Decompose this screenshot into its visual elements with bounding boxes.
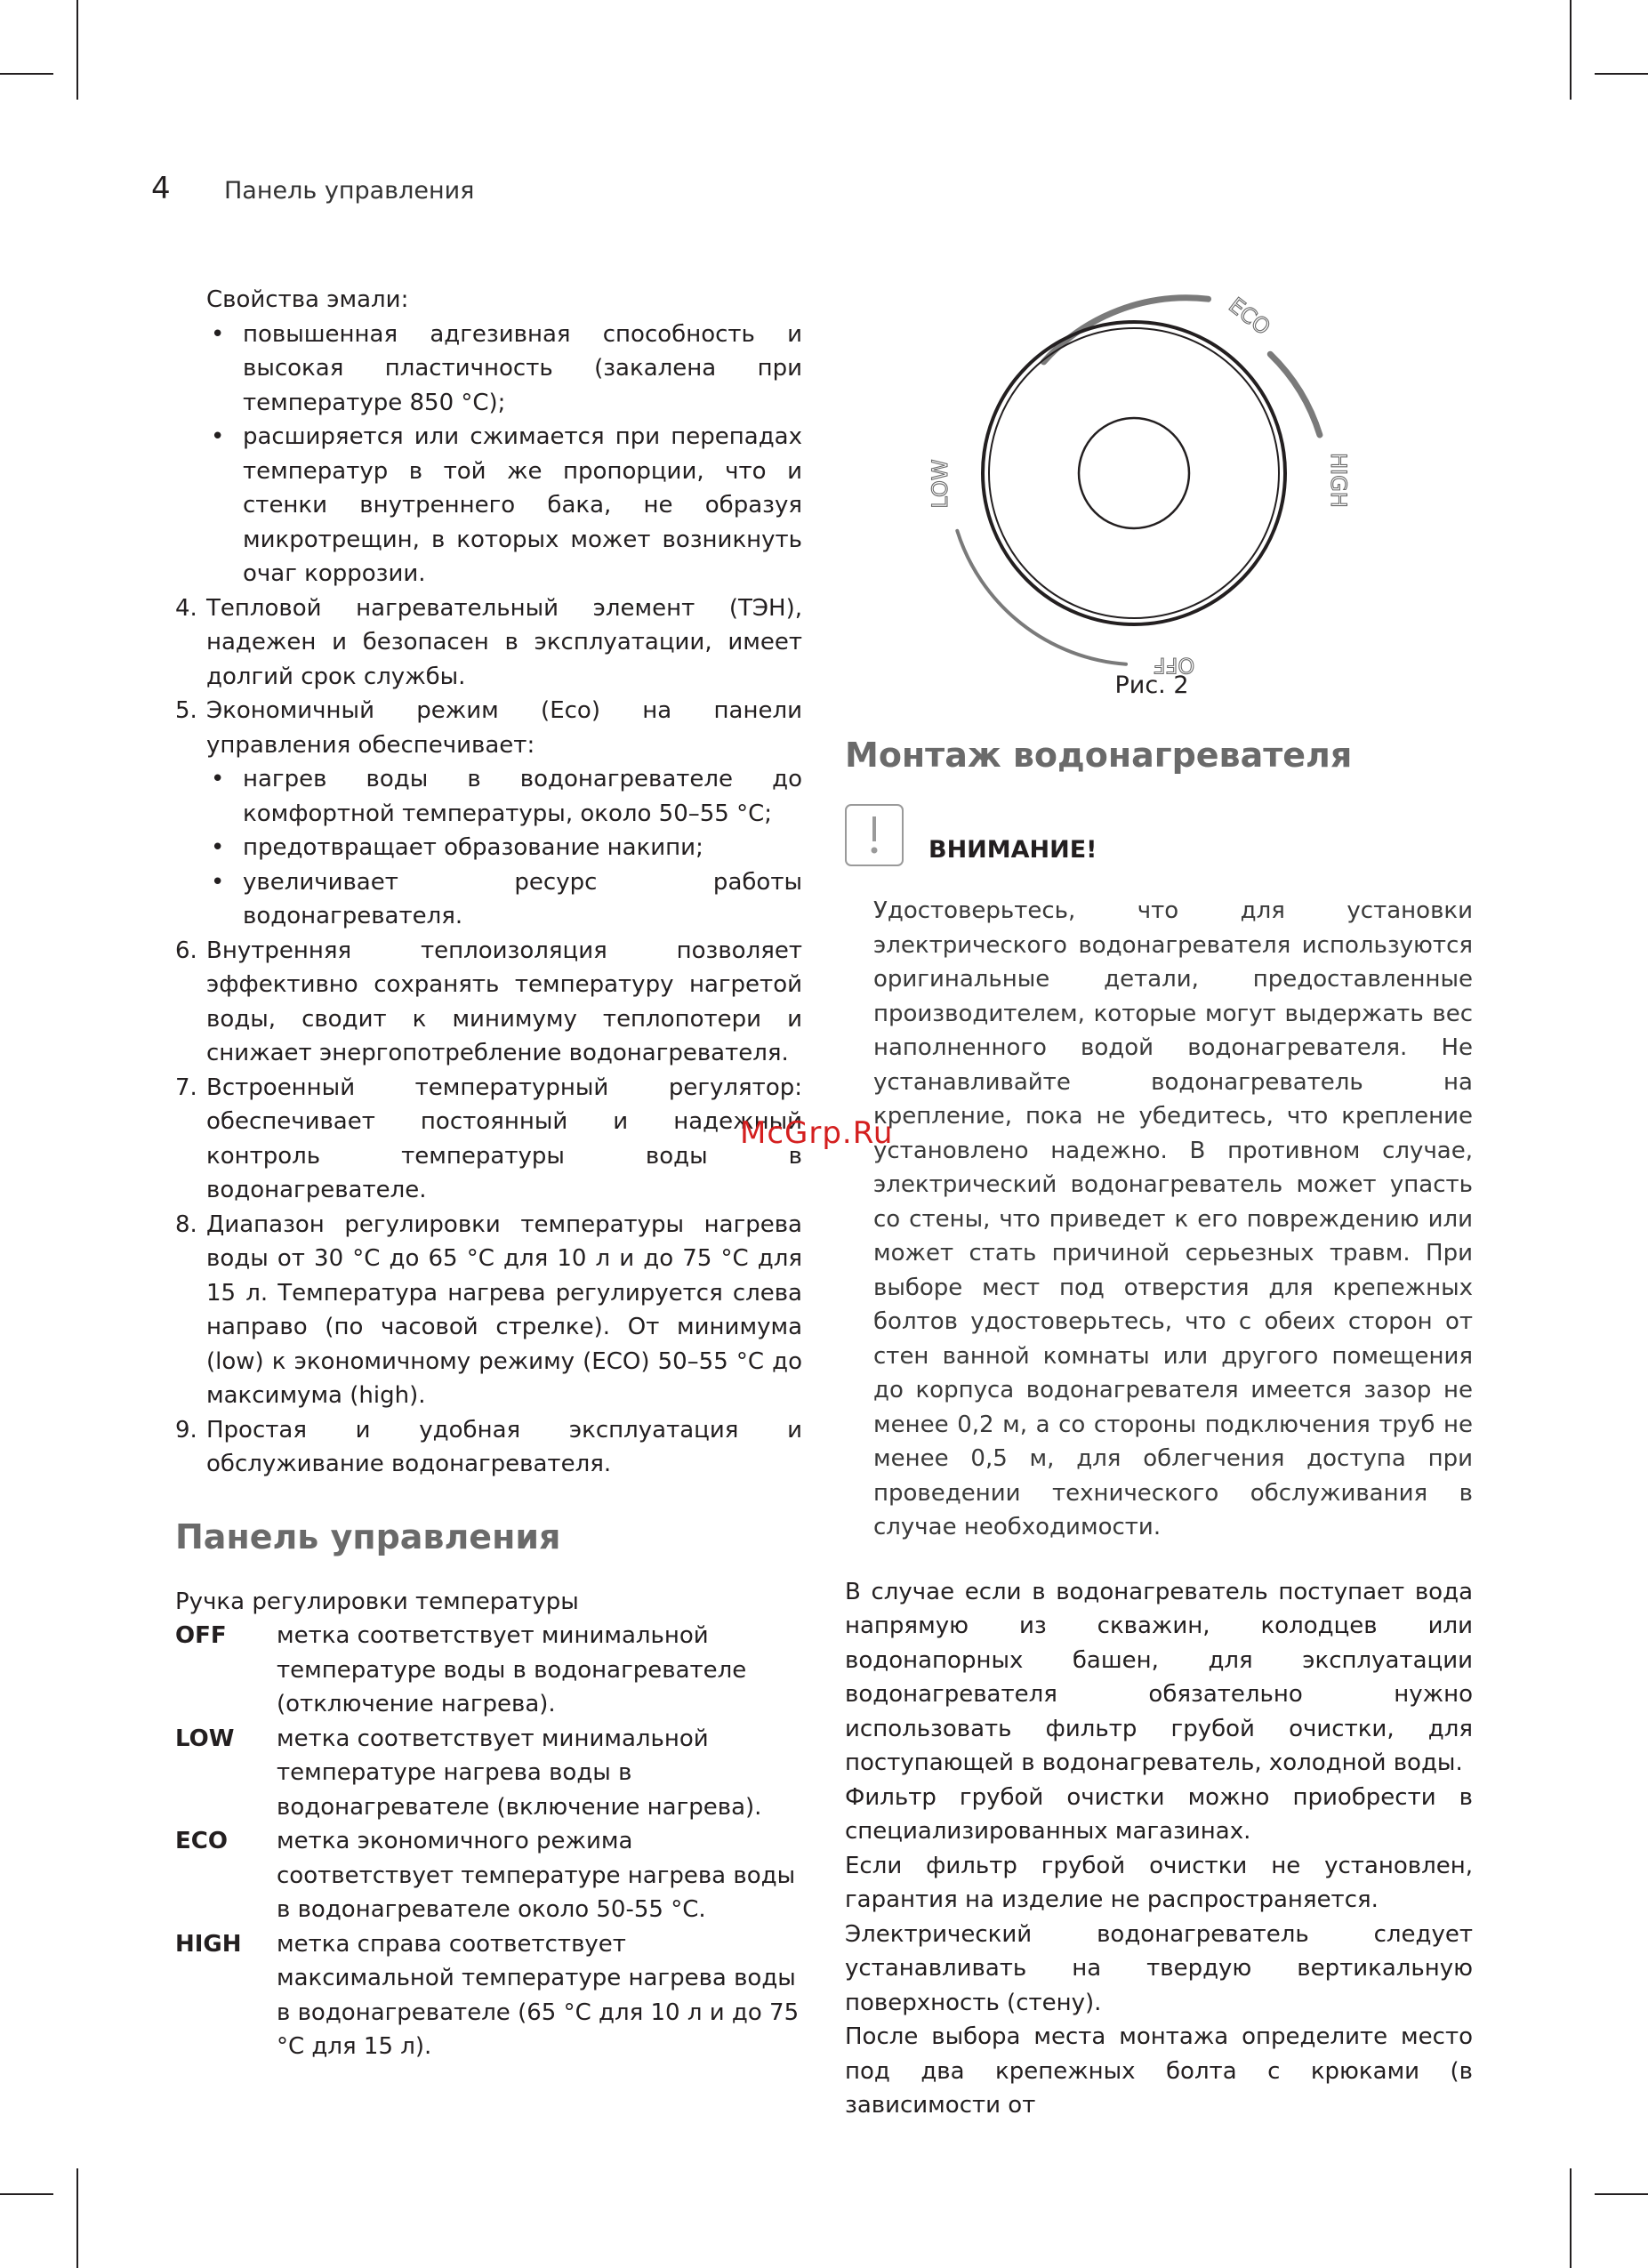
section-heading-control-panel: Панель управления [175, 1516, 561, 1556]
definition-row: LOW метка соответствует минимальной температуре нагрева воды в водонагревателе (включение нагрева). [175, 1725, 762, 1821]
knob-center [1079, 418, 1189, 528]
crop-mark [76, 2168, 78, 2268]
paragraph: Если фильтр грубой очистки не установлен, гарантия на изделие не распространяется. [845, 1852, 1473, 1913]
paragraph: После выбора места монтажа определите место под два крепежных болта с крюками (в зависимости от [845, 2023, 1473, 2119]
warning-title: ВНИМАНИЕ! [929, 835, 1097, 864]
right-column [845, 283, 1473, 2123]
temperature-dial-figure [928, 283, 1361, 692]
dial-label-eco: ECO [1224, 293, 1275, 341]
dial-arc-low [957, 531, 1126, 664]
page-header [151, 171, 474, 206]
list-item: • предотвращает образование накипи; [211, 834, 703, 861]
left-column [175, 283, 802, 2064]
watermark: McGrp.Ru [740, 1115, 894, 1151]
knob-label: Ручка регулировки температуры [175, 1588, 579, 1615]
crop-mark [76, 0, 78, 100]
crop-mark [0, 2193, 53, 2195]
crop-mark [1595, 73, 1648, 75]
paragraph: Фильтр грубой очистки можно приобрести в специализированных магазинах. [845, 1783, 1473, 1845]
crop-mark [1570, 2168, 1572, 2268]
enamel-intro: Свойства эмали: [206, 286, 409, 313]
definition-list [175, 1619, 802, 2064]
numbered-item-6: 6. Внутренняя теплоизоляция позволяет эффективно сохранять температуру нагретой воды, сводит к минимуму теплопотери и снижает энергопотребление водонагревателя. [175, 937, 802, 1066]
figure-caption: Рис. 2 [1114, 672, 1189, 699]
definition-row: HIGH метка справа соответствует максимальной температуре нагрева воды в водонагревателе (65 °С для 10 л и до 75 °С для 15 л). [175, 1930, 800, 2060]
knob-inner-ring [989, 328, 1279, 618]
crop-mark [1570, 0, 1572, 100]
exclamation-icon [845, 804, 904, 866]
crop-mark [0, 73, 53, 75]
paragraph: Электрический водонагреватель следует устанавливать на твердую вертикальную поверхность (стену). [845, 1920, 1473, 2016]
numbered-item-5: 5. Экономичный режим (Eco) на панели управления обеспечивает: [175, 697, 802, 759]
list-item: • расширяется или сжимается при перепадах температур в той же пропорции, что и стенки внутреннего бака, не образуя микротрещин, в которых может возникнуть очаг коррозии. [211, 423, 802, 587]
dial-label-low: LOW [928, 459, 953, 509]
numbered-item-9: 9. Простая и удобная эксплуатация и обслуживание водонагревателя. [175, 1416, 802, 1477]
list-item: • увеличивает ресурс работы водонагревателя. [211, 868, 802, 929]
definition-row: OFF метка соответствует минимальной температуре воды в водонагревателе (отключение нагрева). [175, 1622, 747, 1717]
dial-label-off: OFF [1153, 653, 1195, 678]
numbered-item-7: 7. Встроенный температурный регулятор: обеспечивает постоянный и надежный контроль температуры воды в водонагревателе. [175, 1074, 802, 1203]
crop-mark [1595, 2193, 1648, 2195]
list-item: • нагрев воды в водонагревателе до комфортной температуры, около 50–55 °С; [211, 766, 802, 827]
section-heading-installation: Монтаж водонагревателя [845, 735, 1353, 775]
running-head: Панель управления [224, 177, 475, 205]
numbered-item-8: 8. Диапазон регулировки температуры нагрева воды от 30 °С до 65 °С для 10 л и до 75 °С для 15 л. Температура нагрева регулируется слева направо (по часовой стрелке). От минимума (low) к экономичному режиму (ECO) 50–55 °С до максимума (high). [175, 1210, 802, 1409]
installation-text [845, 1575, 1473, 2123]
page-number: 4 [151, 171, 171, 206]
knob-outer-ring [983, 322, 1285, 624]
definition-row: ECO метка экономичного режима соответствует температуре нагрева воды в водонагревателе около 50-55 °С. [175, 1828, 796, 1923]
paragraph: В случае если в водонагреватель поступает вода напрямую из скважин, колодцев или водонапорных башен, для эксплуатации водонагревателя обязательно нужно использовать фильтр грубой очистки, для поступающей в водонагреватель, холодной воды. [845, 1578, 1473, 1776]
list-item: • повышенная адгезивная способность и высокая пластичность (закалена при температуре 850 °С); [211, 320, 802, 416]
warning-text: Удостоверьтесь, что для установки электрического водонагревателя используются оригинальные детали, предоставленные производителем, которые могут выдержать вес наполненного водой водонагревателя. Не устанавливайте водонагреватель на крепление, пока не убедитесь, что крепление установлено надежно. В противном случае, электрический водонагреватель может упасть со стены, что приведет к его повреждению или может стать причиной серьезных травм. При выборе мест под отверстия для крепежных болтов удостоверьтесь, что с обеих сторон от стен ванной комнаты или другого помещения до корпуса водонагревателя имеется зазор не менее 0,2 м, а со стороны подключения труб не менее 0,5 м, для облегчения доступа при проведении технического обслуживания в случае необходимости. [873, 897, 1473, 1540]
numbered-item-4: 4. Тепловой нагревательный элемент (ТЭН), надежен и безопасен в эксплуатации, имеет долгий срок службы. [175, 594, 802, 690]
dial-label-high: HIGH [1326, 453, 1351, 508]
warning-header [845, 803, 1473, 868]
